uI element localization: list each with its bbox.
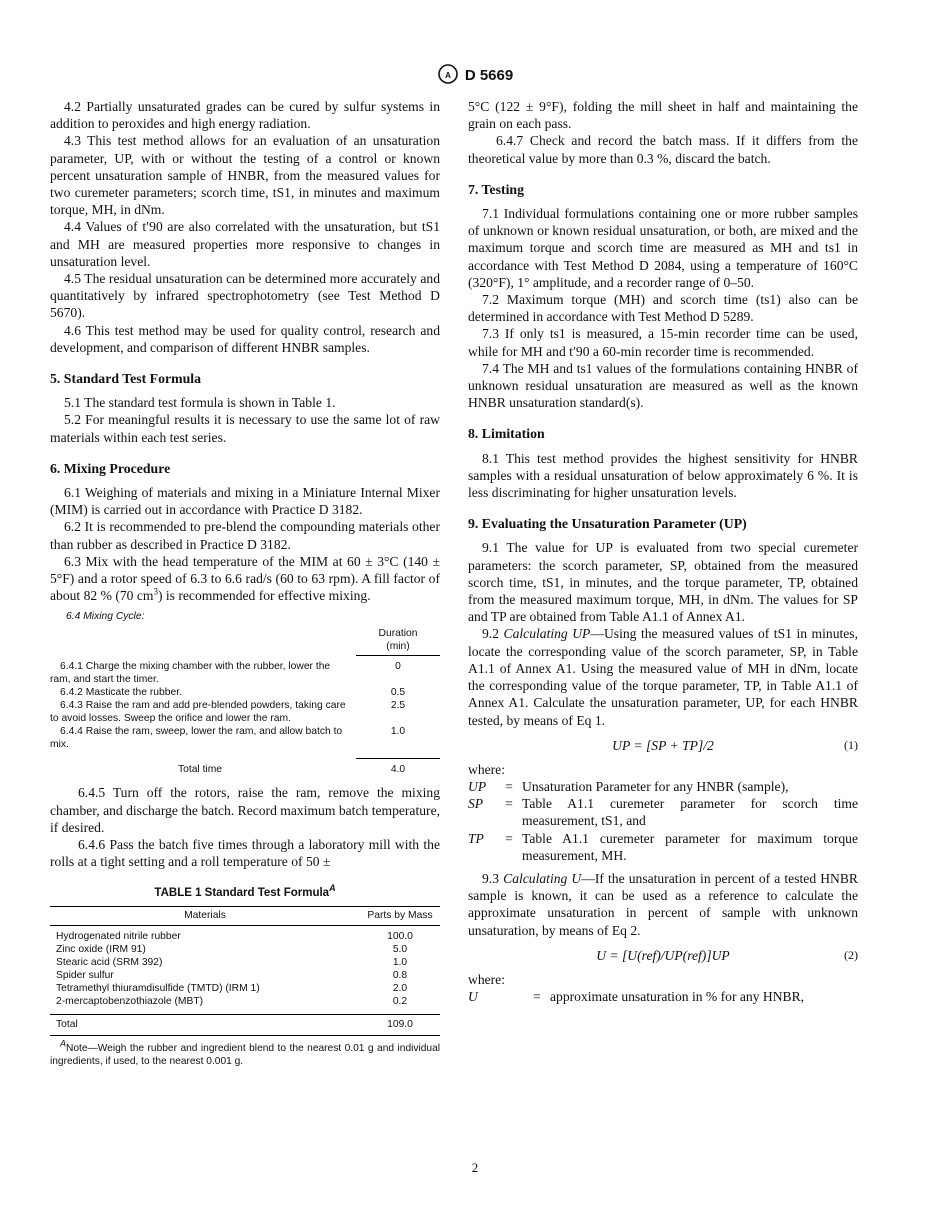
svg-text:A: A: [444, 71, 451, 80]
para-9-2: 9.2 Calculating UP—Using the measured values of tS1 in minutes, locate the corresponding value of the scorch parameter, SP, in Table A1.1 of Annex A1. Using the measured value of MH in dNm, locate the corresponding value of the torque parameter, TP, in Table A1.1 of Annex A1. Calculate the unsaturation parameter, UP, for each HNBR tested, by means of Eq 1.: [468, 626, 858, 728]
table-total-row: Total 109.0: [50, 1014, 440, 1035]
para-8-1: 8.1 This test method provides the highest sensitivity for HNBR samples with a residual unsaturation of below approximately 6 %. It is less discriminating for higher unsaturation levels.: [468, 450, 858, 501]
para-6-2: 6.2 It is recommended to pre-blend the compounding materials other than rubber as described in Practice D 3182.: [50, 519, 440, 552]
definition-item: UP = Unsaturation Parameter for any HNBR (sample),: [468, 778, 789, 794]
standard-designation: D 5669: [464, 66, 514, 84]
para-7-2: 7.2 Maximum torque (MH) and scorch time (ts1) also can be determined in accordance with Test Method D 5289.: [468, 292, 858, 325]
table-row: 6.4.2 Masticate the rubber. 0.5: [60, 686, 406, 698]
section-9-heading: 9. Evaluating the Unsaturation Parameter (UP): [468, 516, 747, 532]
duration-header: Duration (min): [356, 627, 440, 656]
mixing-cycle: [50, 610, 440, 776]
astm-logo-icon: [437, 64, 459, 88]
table-row: Spider sulfur 0.8: [56, 969, 408, 981]
left-column: [50, 98, 440, 1068]
equation-1: UP = [SP + TP]/2 (1): [612, 737, 858, 753]
definitions-eq1: [468, 778, 858, 864]
where-label: where:: [468, 761, 505, 777]
para-9-1: 9.1 The value for UP is evaluated from two special curemeter parameters: the scorch parameter, SP, obtained from the measured scorch time, tS1, in minutes, and the torque parameter, TP, obtained from the measured maximum torque, MH, in dNm. The values for SP and TP are obtained from Table A1.1 of Annex A1.: [468, 540, 858, 625]
mixing-cycle-table: [50, 627, 440, 776]
para-4-4: 4.4 Values of t′90 are also correlated with the unsaturation, but tS1 and MH are measured properties more responsive to changes in unsaturation level.: [50, 219, 440, 269]
page-header: [0, 64, 950, 88]
para-7-3: 7.3 If only ts1 is measured, a 15-min recorder time can be used, while for MH and t′90 a 60-min recorder time is recommended.: [468, 326, 858, 359]
para-4-5: 4.5 The residual unsaturation can be determined more accurately and quantitatively by infrared spectrophotometry (see Test Method D 5670).: [50, 271, 440, 321]
page-number: 2: [471, 1160, 479, 1175]
total-row: Total time 4.0: [50, 759, 440, 777]
table-row: 6.4.4 Raise the ram, sweep, lower the ram, and allow batch to mix. 1.0: [50, 725, 406, 750]
table-row: 2-mercaptobenzothiazole (MBT) 0.2: [56, 995, 408, 1007]
definition-item: U = approximate unsaturation in % for any HNBR,: [468, 988, 805, 1004]
mixing-cycle-caption: 6.4 Mixing Cycle:: [66, 611, 145, 623]
table-row: 6.4.3 Raise the ram and add pre-blended powders, taking care to avoid losses. Sweep the orifice and lower the ram. 2.5: [50, 699, 406, 724]
para-6-1: 6.1 Weighing of materials and mixing in a Miniature Internal Mixer (MIM) is carried out in accordance with Practice D 3182.: [50, 485, 440, 518]
col-materials: Materials: [50, 906, 360, 925]
section-7-heading: 7. Testing: [468, 181, 524, 197]
para-7-4: 7.4 The MH and ts1 values of the formulations containing HNBR of unknown residual unsaturation are measured as well as the known HNBR unsaturation standard(s).: [468, 360, 858, 411]
definition-item: TP = Table A1.1 curemeter parameter for maximum torque measurement, MH.: [468, 830, 858, 863]
section-6-heading: 6. Mixing Procedure: [50, 460, 171, 476]
para-7-1: 7.1 Individual formulations containing one or more rubber samples of unknown or known residual unsaturation, or both, are mixed and the maximum torque and scorch time are measured as MH and ts1 in accordance with Test Method D 2084, using a temperature of 160°C (320°F), 1° amplitude, and a recorder range of 0–50.: [468, 206, 858, 290]
equation-2: U = [U(ref)/UP(ref)]UP (2): [596, 947, 858, 963]
para-5-1: 5.1 The standard test formula is shown in Table 1.: [64, 395, 336, 411]
para-5-2: 5.2 For meaningful results it is necessary to use the same lot of raw materials within each test series.: [50, 412, 440, 445]
para-9-3: 9.3 Calculating U—If the unsaturation in percent of a tested HNBR sample is known, it can be used as a reference to calculate the approximate unsaturation in percent of sample with unknown unsaturation, by means of Eq 2.: [468, 870, 858, 938]
table-row: Stearic acid (SRM 392) 1.0: [56, 956, 408, 968]
para-6-4-7: 6.4.7 Check and record the batch mass. If it differs from the theoretical value by more than 0.3 %, discard the batch.: [468, 133, 858, 166]
right-column: [468, 98, 858, 1005]
para-6-4-6-cont: 5°C (122 ± 9°F), folding the mill sheet in half and maintaining the grain on each pass.: [468, 99, 858, 132]
table-row: Zinc oxide (IRM 91) 5.0: [56, 943, 408, 955]
col-parts: Parts by Mass: [360, 906, 440, 925]
where-label-2: where:: [468, 971, 505, 987]
table-row: Hydrogenated nitrile rubber 100.0: [56, 930, 413, 942]
table-1-grid: [50, 906, 440, 1036]
para-4-2: 4.2 Partially unsaturated grades can be cured by sulfur systems in addition to peroxides and high energy radiation.: [50, 99, 440, 132]
para-6-3: 6.3 Mix with the head temperature of the MIM at 60 ± 3°C (140 ± 5°F) and a rotor speed of 6.3 to 6.6 rad/s (60 to 63 rpm). A fill factor of about 82 % (70 $cm^3$) is recommended for effective mixing.: [50, 553, 440, 604]
table-1: [50, 882, 440, 1068]
definitions-eq2: [468, 988, 858, 1005]
section-5-heading: 5. Standard Test Formula: [50, 371, 202, 387]
table-row: Tetramethyl thiuramdisulfide (TMTD) (IRM 1) 2.0: [56, 982, 408, 994]
table-1-title: TABLE 1 Standard Test Formula$^A$: [154, 882, 336, 899]
para-6-4-5: 6.4.5 Turn off the rotors, raise the ram, remove the mixing chamber, and discharge the batch. Record maximum batch temperature, if desired.: [50, 785, 440, 835]
section-8-heading: 8. Limitation: [468, 426, 545, 442]
para-6-4-6: 6.4.6 Pass the batch five times through a laboratory mill with the rolls at a tight setting and a roll temperature of 50 ±: [50, 837, 440, 870]
para-4-6: 4.6 This test method may be used for quality control, research and development, and comparison of different HNBR samples.: [50, 322, 440, 355]
definition-item: SP = Table A1.1 curemeter parameter for scorch time measurement, tS1, and: [468, 796, 858, 829]
para-4-3: 4.3 This test method allows for an evaluation of an unsaturation parameter, UP, with or without the testing of a control or known percent unsaturation sample of HNBR, from the measured values for two curemeter parameters; scorch time, tS1, in minutes and maximum torque, MH, in dNm.: [50, 133, 440, 218]
table-1-note: $^A$Note—Weigh the rubber and ingredient blend to the nearest 0.01 g and individual ingredients, if used, to the nearest 0.001 g.: [50, 1038, 440, 1067]
table-row: 6.4.1 Charge the mixing chamber with the rubber, lower the ram, and start the timer. 0: [50, 660, 401, 685]
